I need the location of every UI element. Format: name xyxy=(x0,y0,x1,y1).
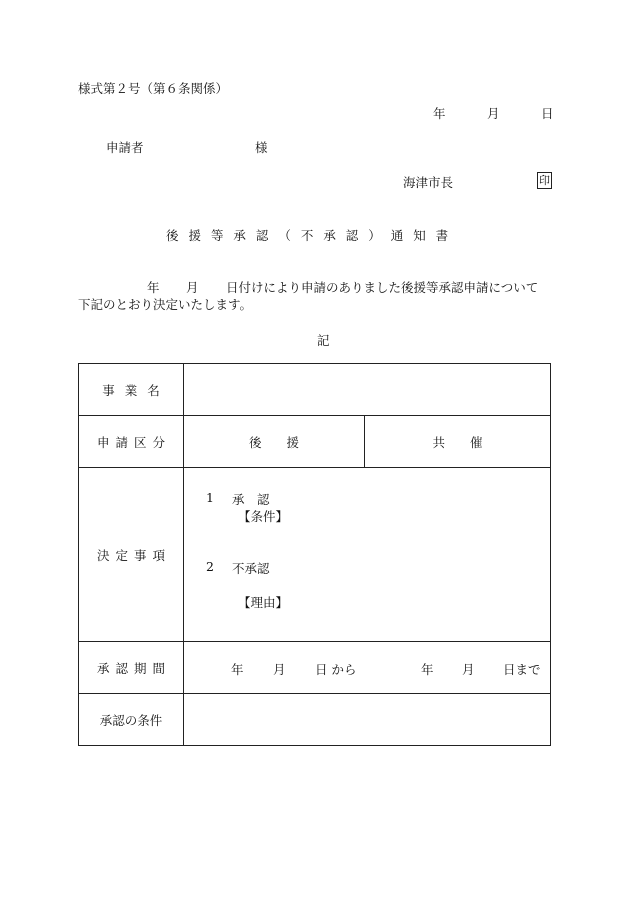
body-year-label: 年 xyxy=(147,280,160,295)
approval-table xyxy=(78,363,551,746)
decision-item-2-number: 2 xyxy=(206,559,214,574)
applicant-label: 申請者 xyxy=(106,140,144,155)
category-label: 申 請 区 分 xyxy=(79,416,184,468)
issuer-name: 海津市長 xyxy=(403,175,454,190)
decision-row xyxy=(79,468,551,642)
period-to-year: 年 xyxy=(421,661,434,677)
date-year-label: 年 xyxy=(433,106,446,121)
ki-label: 記 xyxy=(317,333,330,348)
category-row xyxy=(79,416,551,468)
conditions-value[interactable] xyxy=(184,694,551,746)
decision-label: 決 定 事 項 xyxy=(79,468,184,642)
decision-value xyxy=(184,468,551,642)
category-option-support[interactable]: 後 援 xyxy=(184,416,365,468)
period-to-day: 日まで xyxy=(503,661,541,677)
category-option-cosponsor[interactable]: 共 催 xyxy=(365,416,551,468)
project-row xyxy=(79,364,551,416)
decision-item-1-conditions: 【条件】 xyxy=(238,509,289,524)
conditions-row xyxy=(79,694,551,746)
date-month-label: 月 xyxy=(487,106,500,121)
period-from-month: 月 xyxy=(273,661,286,677)
body-line-2: 下記のとおり決定いたします。 xyxy=(78,297,253,312)
body-month-label: 月 xyxy=(186,280,199,295)
period-from-year: 年 xyxy=(231,661,244,677)
project-label: 事 業 名 xyxy=(79,364,184,416)
decision-item-1-number: 1 xyxy=(206,490,214,505)
decision-item-1-text[interactable]: 承 認 xyxy=(232,492,270,507)
period-from-day: 日 から xyxy=(315,661,357,677)
decision-item-2-text[interactable]: 不承認 xyxy=(232,561,270,576)
date-day-label: 日 xyxy=(541,106,554,121)
project-value[interactable] xyxy=(184,364,551,416)
official-seal xyxy=(537,172,552,189)
period-row xyxy=(79,642,551,694)
period-value[interactable] xyxy=(184,642,551,694)
decision-item-2-reason: 【理由】 xyxy=(238,595,289,610)
honorific: 様 xyxy=(255,140,268,155)
conditions-label: 承認の条件 xyxy=(79,694,184,746)
period-label: 承 認 期 間 xyxy=(79,642,184,694)
document-title: 後 援 等 承 認 （ 不 承 認 ） 通 知 書 xyxy=(166,228,449,243)
form-number: 様式第２号（第６条関係） xyxy=(78,81,229,96)
seal-mark: 印 xyxy=(539,174,550,187)
body-line-1: 日付けにより申請のありました後援等承認申請について xyxy=(226,280,539,295)
period-to-month: 月 xyxy=(462,661,475,677)
